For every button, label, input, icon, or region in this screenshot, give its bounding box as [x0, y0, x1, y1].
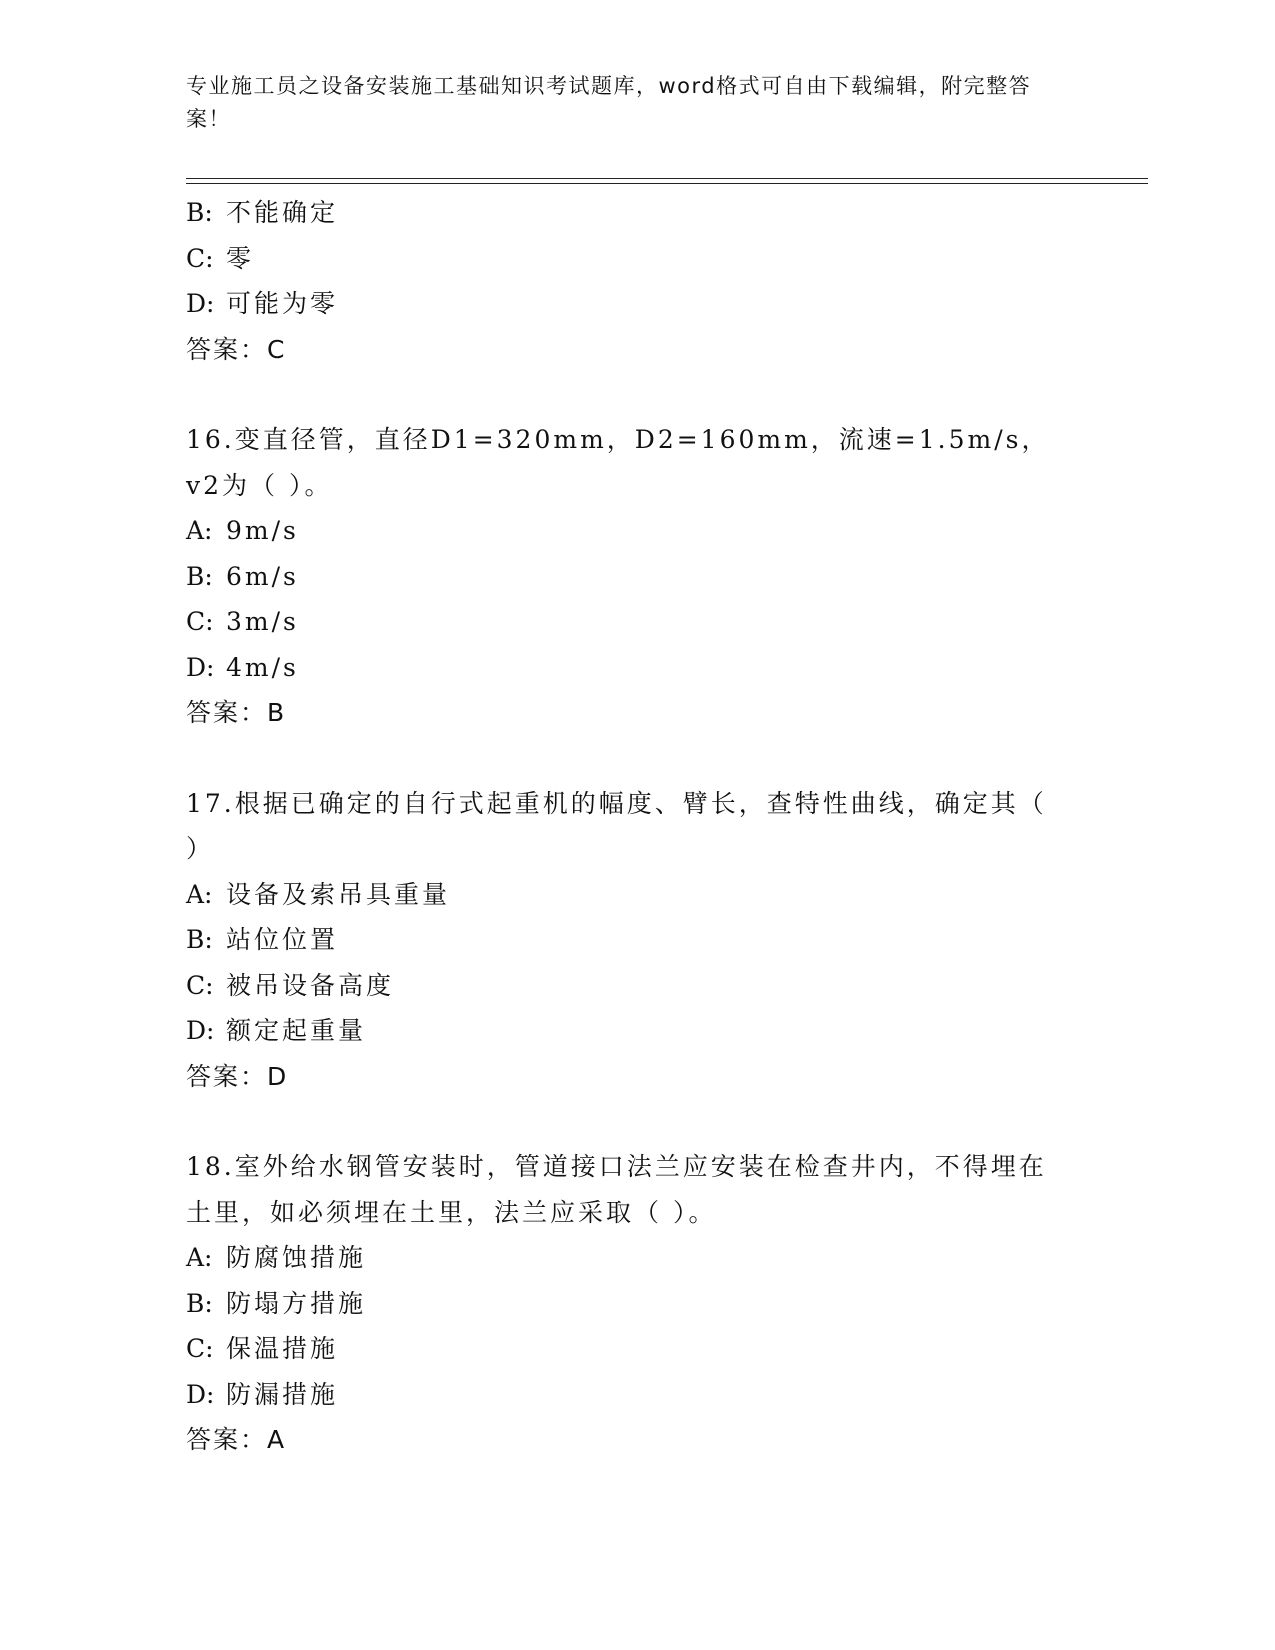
- question-16: [186, 417, 1086, 736]
- divider-line-top: [186, 178, 1148, 179]
- option-a: A: 设备及索吊具重量: [186, 879, 451, 909]
- answer: 答案：D: [186, 1061, 289, 1091]
- header-divider: [186, 178, 1148, 184]
- option-c: C: 3m/s: [186, 607, 299, 636]
- question-stem: 16.变直径管，直径D1=320mm，D2=160mm，流速=1.5m/s，v2为（ ）。: [186, 425, 1050, 500]
- option-d: D: 防漏措施: [186, 1379, 339, 1409]
- option-b: B: 6m/s: [186, 561, 299, 591]
- option-b: B: 站位位置: [186, 925, 339, 954]
- option-a: A: 9m/s: [186, 516, 299, 545]
- question-list: [186, 190, 1086, 1463]
- option-c: C: 被吊设备高度: [186, 970, 395, 1000]
- question-stem: 18.室外给水钢管安装时，管道接口法兰应安装在检查井内，不得埋在土里，如必须埋在土里，法兰应采取（ ）。: [186, 1152, 1047, 1227]
- document-header: [186, 70, 1086, 136]
- question-15-continuation: [186, 190, 1086, 372]
- answer: 答案：C: [186, 334, 287, 364]
- header-text: 专业施工员之设备安装施工基础知识考试题库，word格式可自由下载编辑，附完整答案！: [186, 74, 1032, 131]
- option-d: D: 可能为零: [186, 289, 339, 318]
- option-d: D: 4m/s: [186, 652, 299, 682]
- question-17: [186, 781, 1086, 1100]
- divider-line-bottom: [186, 183, 1148, 184]
- answer: 答案：B: [186, 698, 287, 727]
- answer: 答案：A: [186, 1425, 287, 1454]
- option-d: D: 额定起重量: [186, 1016, 367, 1045]
- option-a: A: 防腐蚀措施: [186, 1243, 367, 1272]
- option-c: C: 保温措施: [186, 1334, 339, 1363]
- option-b: B: 防塌方措施: [186, 1288, 367, 1318]
- option-b: B: 不能确定: [186, 198, 339, 227]
- question-stem: 17.根据已确定的自行式起重机的幅度、臂长，查特性曲线，确定其（ ）: [186, 788, 1047, 863]
- question-18: [186, 1144, 1086, 1463]
- option-c: C: 零: [186, 243, 255, 273]
